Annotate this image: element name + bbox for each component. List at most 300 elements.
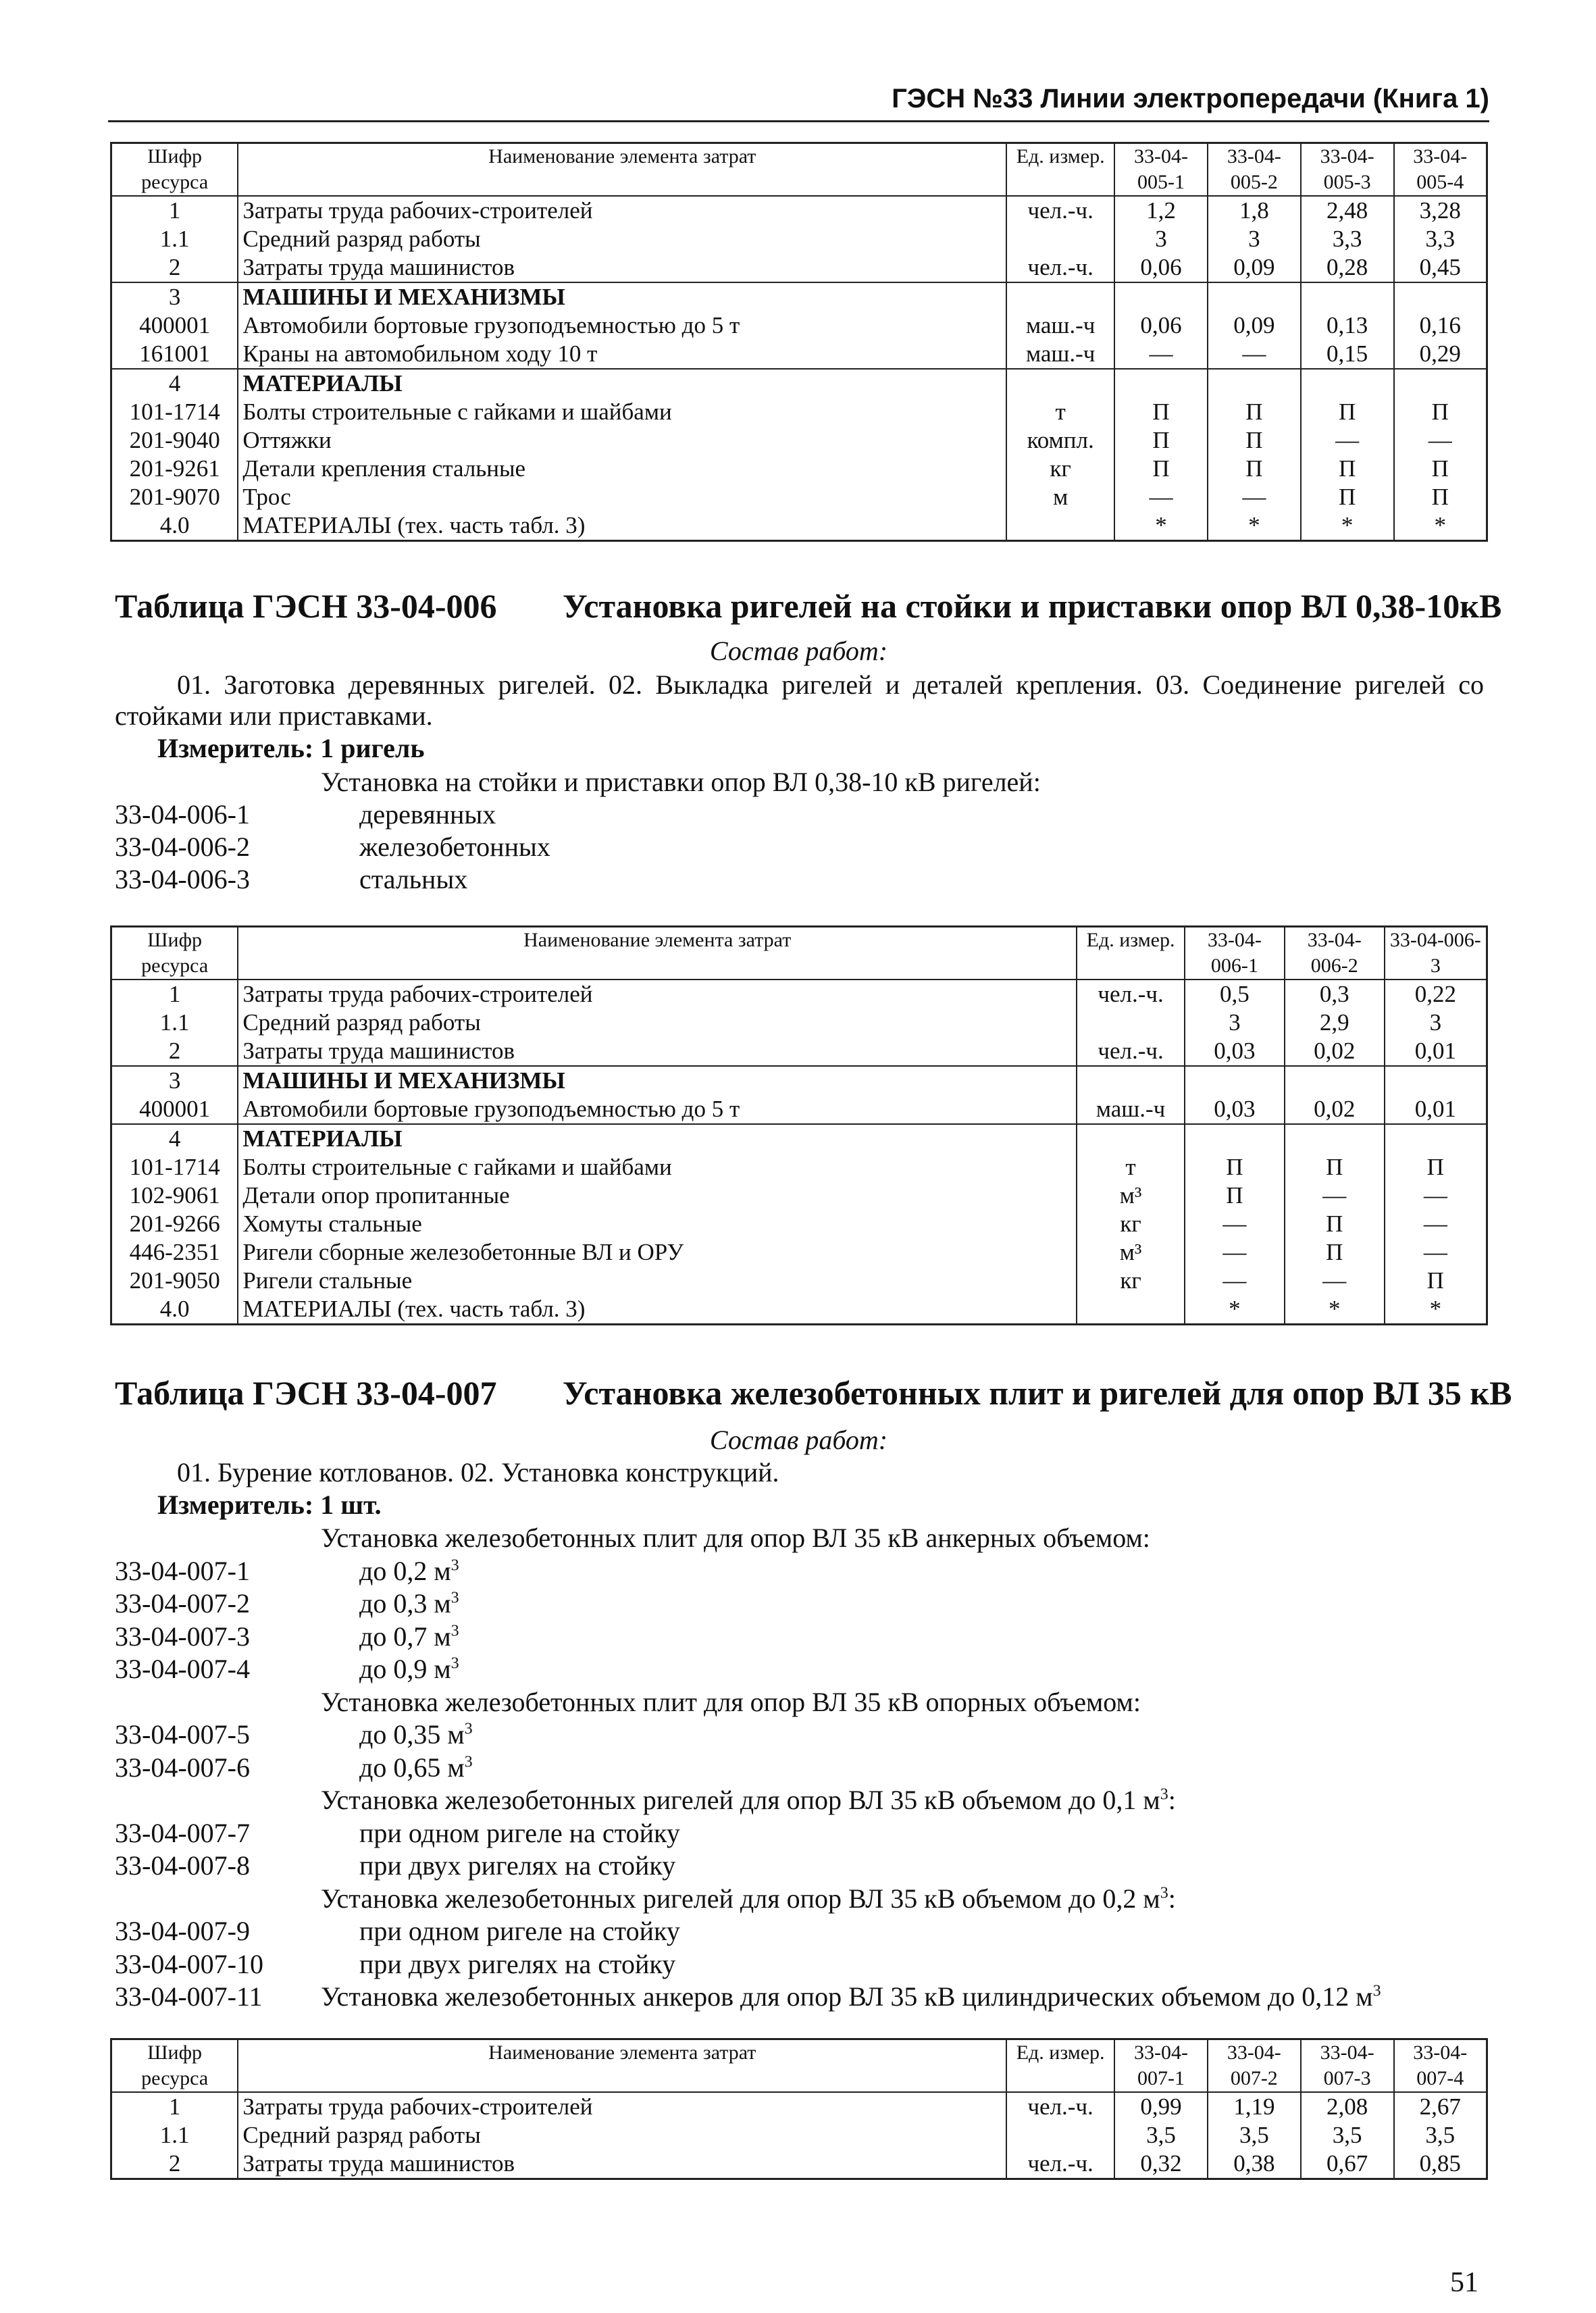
header-col-4: 33-04-005-4 (1394, 143, 1487, 197)
header-title: ГЭСН №33 Линии электропередачи (Книга 1) (892, 84, 1489, 113)
row-unit (1006, 282, 1114, 311)
table-row (111, 1037, 1487, 1066)
measure-006: Измеритель: 1 ригель (157, 733, 425, 763)
row-unit: чел.-ч. (1006, 196, 1114, 225)
row-code: 400001 (111, 1095, 238, 1124)
row-name: Болты строительные с гайками и шайбами (238, 1153, 1077, 1181)
item-text-main: до 0,65 м (359, 1752, 465, 1783)
table-row (111, 1267, 1487, 1295)
row-unit: кг (1077, 1210, 1185, 1238)
row-value: — (1114, 483, 1208, 511)
item-code: 33-04-007-10 (115, 1948, 263, 1979)
item-text-main: Установка железобетонных ригелей для опор ВЛ 35 кВ объемом до 0,2 м (321, 1883, 1160, 1914)
row-value: 0,5 (1185, 980, 1285, 1009)
row-value: П (1114, 398, 1208, 426)
row-value (1185, 1066, 1285, 1095)
table-row (111, 253, 1487, 282)
row-value: 0,02 (1285, 1037, 1385, 1066)
row-value: 0,67 (1301, 2150, 1394, 2179)
item-text-main: при одном ригеле на стойку (359, 1916, 680, 1946)
page-header (108, 82, 1489, 122)
row-name: Затраты труда рабочих-строителей (238, 196, 1006, 225)
row-value: — (1208, 483, 1301, 511)
table-row (111, 340, 1487, 369)
item-text-main: Установка железобетонных анкеров для опор ВЛ 35 кВ цилиндрических объемом до 0,12 м (321, 1981, 1373, 2012)
row-name: Автомобили бортовые грузоподъемностью до 5 т (238, 311, 1006, 340)
row-value: * (1285, 1295, 1385, 1325)
row-unit: маш.-ч (1006, 311, 1114, 340)
table-row (111, 2121, 1487, 2150)
row-value: * (1185, 1295, 1285, 1325)
row-value: 3,3 (1301, 225, 1394, 253)
item-text-main: стальных (359, 864, 468, 894)
row-value: 1,8 (1208, 196, 1301, 225)
row-value: П (1208, 398, 1301, 426)
row-code: 2 (111, 1037, 238, 1066)
row-value: П (1431, 399, 1449, 425)
row-value: 0,28 (1301, 253, 1394, 282)
row-name: Затраты труда рабочих-строителей (238, 2092, 1006, 2121)
item-code: 33-04-007-6 (115, 1752, 250, 1783)
row-value: — (1185, 1238, 1285, 1267)
row-value: * (1429, 1296, 1442, 1322)
row-value: 3,28 (1419, 197, 1461, 224)
row-value: 3 (1429, 1009, 1442, 1036)
table-row (111, 1009, 1487, 1037)
row-value (1185, 1124, 1285, 1153)
row-value: 0,32 (1114, 2150, 1208, 2179)
table-row (111, 455, 1487, 483)
row-value: — (1423, 1182, 1447, 1209)
header-name: Наименование элемента затрат (238, 927, 1077, 980)
table-row (111, 2150, 1487, 2179)
table-row (111, 1238, 1487, 1267)
superscript: 3 (464, 1753, 473, 1771)
row-value: — (1423, 1211, 1447, 1237)
table-row (111, 196, 1487, 225)
row-value: П (1185, 1153, 1285, 1181)
row-value: 2,08 (1301, 2092, 1394, 2121)
item-text (359, 1555, 459, 1587)
row-value: П (1431, 455, 1449, 482)
row-value: П (1301, 483, 1394, 511)
row-code: 2 (111, 253, 238, 282)
row-value: 3 (1185, 1009, 1285, 1037)
row-code: 1.1 (111, 1009, 238, 1037)
row-value: 0,06 (1114, 253, 1208, 282)
row-value (1114, 369, 1208, 398)
row-code: 3 (111, 1066, 238, 1095)
row-value: — (1114, 340, 1208, 369)
row-name: Автомобили бортовые грузоподъемностью до 5 т (238, 1095, 1077, 1124)
item-text-main: до 0,2 м (359, 1555, 451, 1586)
item-text (359, 798, 496, 830)
header-name: Наименование элемента затрат (238, 143, 1006, 197)
item-code: 33-04-007-2 (115, 1588, 250, 1619)
superscript: 3 (451, 1654, 459, 1673)
item-code: 33-04-007-5 (115, 1719, 250, 1750)
row-value: 0,03 (1185, 1095, 1285, 1124)
row-value: П (1185, 1181, 1285, 1210)
row-value: * (1301, 511, 1394, 541)
item-intro (321, 1522, 1150, 1554)
row-value (1285, 1066, 1385, 1095)
item-code: 33-04-007-7 (115, 1817, 250, 1848)
item-code: 33-04-006-3 (115, 864, 250, 894)
header-col-3: 33-04-007-3 (1301, 2039, 1394, 2093)
row-value: 0,29 (1419, 340, 1461, 367)
row-unit (1006, 2121, 1114, 2150)
item-tail: : (1168, 1883, 1176, 1914)
item-tail: : (1168, 1785, 1176, 1815)
table-row (111, 980, 1487, 1009)
row-value: 0,15 (1301, 340, 1394, 369)
item-text-main: Установка железобетонных плит для опор ВЛ 35 кВ анкерных объемом: (321, 1523, 1150, 1553)
table-row (111, 483, 1487, 511)
item-text-main: до 0,35 м (359, 1719, 465, 1750)
superscript: 3 (451, 1556, 459, 1575)
row-value: 1,2 (1114, 196, 1208, 225)
table-row (111, 282, 1487, 311)
header-name: Наименование элемента затрат (238, 2039, 1006, 2093)
row-name: МАШИНЫ И МЕХАНИЗМЫ (238, 282, 1006, 311)
row-code: 1 (111, 196, 238, 225)
row-code: 1 (111, 980, 238, 1009)
row-code: 201-9050 (111, 1267, 238, 1295)
row-name: Ригели сборные железобетонные ВЛ и ОРУ (238, 1238, 1077, 1267)
row-unit: чел.-ч. (1006, 253, 1114, 282)
header-col-1: 33-04-005-1 (1114, 143, 1208, 197)
row-value (1394, 369, 1487, 398)
resource-table-005 (110, 142, 1488, 542)
row-value: 0,03 (1185, 1037, 1285, 1066)
row-value: — (1285, 1181, 1385, 1210)
row-value: 3,5 (1425, 2122, 1456, 2148)
row-name: Краны на автомобильном ходу 10 т (238, 340, 1006, 369)
row-name: Ригели стальные (238, 1267, 1077, 1295)
row-unit: чел.-ч. (1006, 2150, 1114, 2179)
row-value: 1,19 (1208, 2092, 1301, 2121)
table-title-007: Установка железобетонных плит и ригелей для опор ВЛ 35 кВ (563, 1374, 1512, 1412)
table-row (111, 426, 1487, 455)
table-row (111, 1095, 1487, 1124)
row-unit: чел.-ч. (1006, 2092, 1114, 2121)
row-value: — (1208, 340, 1301, 369)
header-col-2: 33-04-005-2 (1208, 143, 1301, 197)
intro-006: Установка на стойки и приставки опор ВЛ 0,38-10 кВ ригелей: (321, 767, 1041, 797)
table-row (111, 398, 1487, 426)
row-unit (1077, 1124, 1185, 1153)
row-value: 0,45 (1419, 254, 1461, 280)
row-code: 3 (111, 282, 238, 311)
item-text (359, 1752, 473, 1783)
row-value: П (1208, 455, 1301, 483)
row-name: Затраты труда машинистов (238, 2150, 1006, 2179)
table-row (111, 311, 1487, 340)
row-value: 0,99 (1114, 2092, 1208, 2121)
superscript: 3 (451, 1622, 459, 1640)
header-col-2: 33-04-006-2 (1285, 927, 1385, 980)
item-intro (321, 1883, 1176, 1914)
row-name: Затраты труда рабочих-строителей (238, 980, 1077, 1009)
row-name: Затраты труда машинистов (238, 253, 1006, 282)
row-unit: маш.-ч (1006, 340, 1114, 369)
row-value: 0,13 (1301, 311, 1394, 340)
table-header-row (111, 927, 1487, 980)
item-text (359, 1621, 459, 1652)
superscript: 3 (451, 1589, 459, 1607)
header-unit: Ед. измер. (1077, 927, 1185, 980)
row-value: 3,5 (1301, 2121, 1394, 2150)
row-value: 0,01 (1414, 1038, 1456, 1064)
row-value: 3,5 (1208, 2121, 1301, 2150)
header-col-2: 33-04-007-2 (1208, 2039, 1301, 2093)
header-unit: Ед. измер. (1006, 143, 1114, 197)
row-value: 0,09 (1208, 311, 1301, 340)
item-text-main: до 0,3 м (359, 1588, 451, 1619)
row-value: 0,06 (1114, 311, 1208, 340)
row-unit: т (1077, 1153, 1185, 1181)
item-text-main: Установка железобетонных ригелей для опор ВЛ 35 кВ объемом до 0,1 м (321, 1785, 1160, 1815)
item-code: 33-04-007-3 (115, 1621, 250, 1652)
works-line-1-006: 01. Заготовка деревянных ригелей. 02. Выкладка ригелей и деталей крепления. 03. Соединение ригелей со (177, 669, 1484, 700)
item-intro (321, 1686, 1141, 1718)
superscript: 3 (1160, 1884, 1168, 1902)
row-code: 1.1 (111, 225, 238, 253)
row-unit (1006, 511, 1114, 541)
row-value: 3 (1208, 225, 1301, 253)
row-value: 0,85 (1419, 2150, 1461, 2177)
item-text (359, 1587, 459, 1619)
row-code: 4 (111, 1124, 238, 1153)
row-value: П (1426, 1267, 1444, 1294)
row-value: — (1423, 1239, 1447, 1265)
row-code: 4.0 (111, 1295, 238, 1325)
table-title-006: Установка ригелей на стойки и приставки опор ВЛ 0,38-10кВ (563, 587, 1502, 625)
row-name: Детали крепления стальные (238, 455, 1006, 483)
table-row (111, 2092, 1487, 2121)
row-unit (1077, 1066, 1185, 1095)
works-line-2-006: стойками или приставками. (115, 701, 433, 731)
item-text-main: при двух ригелях на стойку (359, 1850, 676, 1881)
item-text-main: железобетонных (359, 832, 550, 862)
row-unit: т (1006, 398, 1114, 426)
item-code: 33-04-007-1 (115, 1555, 250, 1586)
table-id-007: Таблица ГЭСН 33-04-007 (115, 1374, 497, 1412)
row-value: 2,67 (1419, 2093, 1461, 2120)
row-code: 4.0 (111, 511, 238, 541)
row-code: 101-1714 (111, 398, 238, 426)
row-name: МАТЕРИАЛЫ (тех. часть табл. 3) (238, 511, 1006, 541)
header-col-1: 33-04-006-1 (1185, 927, 1285, 980)
row-value: — (1185, 1210, 1285, 1238)
row-code: 201-9070 (111, 483, 238, 511)
table-row (111, 1181, 1487, 1210)
row-value: П (1208, 426, 1301, 455)
header-code: Шифр ресурса (111, 2039, 238, 2093)
row-value (1301, 369, 1394, 398)
superscript: 3 (1160, 1785, 1168, 1804)
resource-table-006 (110, 925, 1488, 1325)
works-line-1-007: 01. Бурение котлованов. 02. Установка конструкций. (177, 1457, 779, 1488)
row-name: Средний разряд работы (238, 2121, 1006, 2150)
row-value (1208, 282, 1301, 311)
row-value (1114, 282, 1208, 311)
row-code: 1.1 (111, 2121, 238, 2150)
row-name: Детали опор пропитанные (238, 1181, 1077, 1210)
item-text (359, 1850, 675, 1881)
table-row (111, 1066, 1487, 1095)
item-code: 33-04-007-8 (115, 1850, 250, 1881)
page-number: 51 (1450, 2267, 1478, 2298)
item-text (359, 1653, 459, 1685)
header-col-1: 33-04-007-1 (1114, 2039, 1208, 2093)
row-value (1208, 369, 1301, 398)
row-unit: м³ (1077, 1181, 1185, 1210)
table-row (111, 511, 1487, 541)
row-value: — (1285, 1267, 1385, 1295)
item-text (359, 831, 550, 863)
row-name: МАШИНЫ И МЕХАНИЗМЫ (238, 1066, 1077, 1095)
measure-007: Измеритель: 1 шт. (157, 1490, 382, 1520)
table-row (111, 1210, 1487, 1238)
item-intro (321, 1784, 1176, 1816)
row-name: Средний разряд работы (238, 1009, 1077, 1037)
works-heading-007: Состав работ: (709, 1425, 888, 1455)
row-value: П (1431, 484, 1449, 510)
item-text (321, 1981, 1381, 2012)
row-value: 0,09 (1208, 253, 1301, 282)
row-name: Оттяжки (238, 426, 1006, 455)
row-name: МАТЕРИАЛЫ (тех. часть табл. 3) (238, 1295, 1077, 1325)
row-value: 0,38 (1208, 2150, 1301, 2179)
row-value (1385, 1124, 1487, 1153)
row-value: — (1301, 426, 1394, 455)
row-code: 1 (111, 2092, 238, 2121)
header-col-3: 33-04-005-3 (1301, 143, 1394, 197)
row-code: 101-1714 (111, 1153, 238, 1181)
row-code: 102-9061 (111, 1181, 238, 1210)
row-code: 4 (111, 369, 238, 398)
row-value: * (1434, 512, 1447, 538)
row-code: 161001 (111, 340, 238, 369)
header-col-3: 33-04-006-3 (1385, 927, 1487, 980)
row-value: 0,16 (1419, 312, 1461, 338)
works-heading-006: Состав работ: (709, 636, 888, 666)
row-value: — (1428, 427, 1452, 453)
table-row (111, 1295, 1487, 1325)
row-value: П (1285, 1210, 1385, 1238)
row-value: П (1301, 398, 1394, 426)
table-id-006: Таблица ГЭСН 33-04-006 (115, 587, 497, 625)
row-value: 3,3 (1425, 226, 1456, 252)
row-value: * (1114, 511, 1208, 541)
row-value: П (1114, 455, 1208, 483)
row-value (1394, 282, 1487, 311)
row-unit: маш.-ч (1077, 1095, 1185, 1124)
row-code: 2 (111, 2150, 238, 2179)
table-header-row (111, 2039, 1487, 2093)
table-header-row (111, 143, 1487, 197)
table-row (111, 1124, 1487, 1153)
item-text (359, 1915, 680, 1947)
item-text (359, 1817, 680, 1849)
item-code: 33-04-006-1 (115, 799, 250, 830)
item-text-main: до 0,9 м (359, 1654, 451, 1684)
item-text (359, 863, 467, 895)
row-unit: м (1006, 483, 1114, 511)
row-value: П (1285, 1238, 1385, 1267)
row-name: Хомуты стальные (238, 1210, 1077, 1238)
row-value (1385, 1066, 1487, 1095)
row-unit (1077, 1295, 1185, 1325)
row-code: 201-9040 (111, 426, 238, 455)
header-col-4: 33-04-007-4 (1394, 2039, 1487, 2093)
row-value: 2,9 (1285, 1009, 1385, 1037)
row-code: 201-9261 (111, 455, 238, 483)
row-value: П (1114, 426, 1208, 455)
item-code: 33-04-007-4 (115, 1654, 250, 1684)
item-text-main: при одном ригеле на стойку (359, 1817, 680, 1848)
row-value: 2,48 (1301, 196, 1394, 225)
row-unit: чел.-ч. (1077, 980, 1185, 1009)
row-value: — (1185, 1267, 1285, 1295)
row-value: 3,5 (1114, 2121, 1208, 2150)
row-value: П (1301, 455, 1394, 483)
row-unit: компл. (1006, 426, 1114, 455)
row-name: Затраты труда машинистов (238, 1037, 1077, 1066)
row-value: 0,01 (1414, 1096, 1456, 1122)
row-value: 0,02 (1285, 1095, 1385, 1124)
row-unit: м³ (1077, 1238, 1185, 1267)
row-value: 0,3 (1285, 980, 1385, 1009)
row-code: 400001 (111, 311, 238, 340)
superscript: 3 (1372, 1982, 1381, 2000)
header-code: Шифр ресурса (111, 927, 238, 980)
item-text-main: Установка железобетонных плит для опор ВЛ 35 кВ опорных объемом: (321, 1686, 1141, 1717)
row-name: МАТЕРИАЛЫ (238, 369, 1006, 398)
row-unit (1077, 1009, 1185, 1037)
table-row (111, 225, 1487, 253)
row-name: Трос (238, 483, 1006, 511)
item-code: 33-04-006-2 (115, 832, 250, 862)
row-value: П (1285, 1153, 1385, 1181)
item-code: 33-04-007-9 (115, 1916, 250, 1946)
row-code: 201-9266 (111, 1210, 238, 1238)
item-text (359, 1719, 473, 1750)
superscript: 3 (464, 1720, 473, 1738)
item-text-main: до 0,7 м (359, 1621, 451, 1652)
header-unit: Ед. измер. (1006, 2039, 1114, 2093)
resource-table-007 (110, 2038, 1488, 2180)
row-value: 3 (1114, 225, 1208, 253)
row-value: * (1208, 511, 1301, 541)
row-unit: кг (1006, 455, 1114, 483)
row-value (1285, 1124, 1385, 1153)
item-text (359, 1948, 675, 1980)
table-row (111, 369, 1487, 398)
row-name: Средний разряд работы (238, 225, 1006, 253)
row-value: 0,22 (1414, 981, 1456, 1007)
row-name: МАТЕРИАЛЫ (238, 1124, 1077, 1153)
header-code: Шифр ресурса (111, 143, 238, 197)
row-value: П (1426, 1154, 1444, 1180)
row-name: Болты строительные с гайками и шайбами (238, 398, 1006, 426)
table-row (111, 1153, 1487, 1181)
row-value (1301, 282, 1394, 311)
row-unit (1006, 369, 1114, 398)
item-text-main: деревянных (359, 799, 496, 830)
